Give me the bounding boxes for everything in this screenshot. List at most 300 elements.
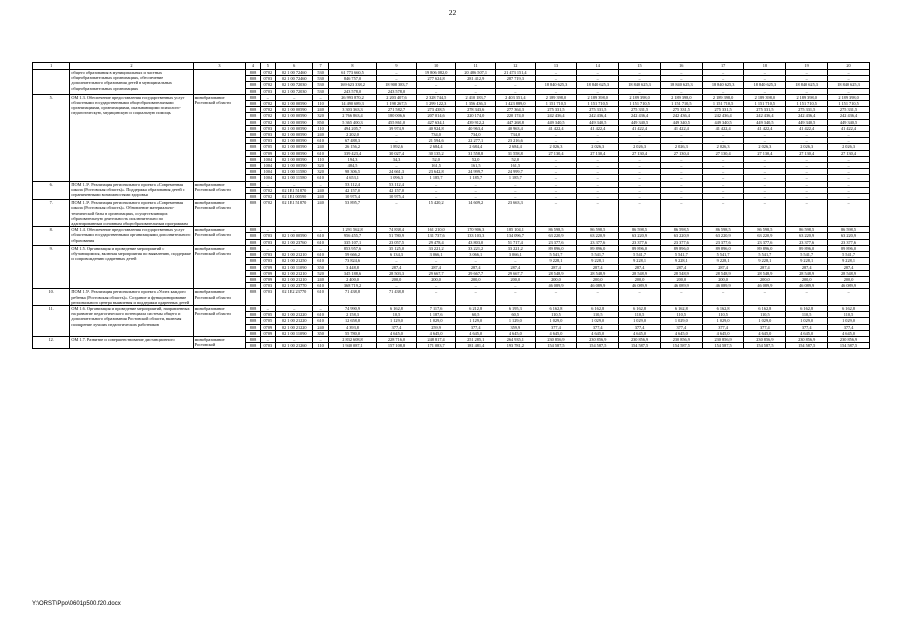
table-cell: 1004 xyxy=(260,169,275,175)
table-cell: 449 340,5 xyxy=(660,119,702,125)
table-cell: – xyxy=(660,76,702,82)
table-cell: – xyxy=(377,70,417,76)
table-cell: 2 189 398,0 xyxy=(702,94,744,100)
table-cell: 1 029,0 xyxy=(535,318,577,324)
table-cell: – xyxy=(535,181,577,187)
table-cell: 610 xyxy=(313,318,328,324)
table-cell: 449 340,5 xyxy=(744,119,786,125)
table-cell: 23 377,6 xyxy=(660,239,702,245)
table-cell: 1 096,3 xyxy=(377,175,417,181)
table-cell: 110,5 xyxy=(828,312,870,318)
table-cell: – xyxy=(744,200,786,227)
table-cell: 610 xyxy=(313,258,328,264)
table-cell: 02 1 00 00590 xyxy=(276,132,313,138)
table-cell: – xyxy=(702,169,744,175)
table-cell: – xyxy=(828,200,870,227)
table-cell: 0702 xyxy=(260,82,275,88)
table-cell: 46 089,9 xyxy=(660,283,702,289)
table-cell: – xyxy=(276,227,313,233)
column-number-header: 1 xyxy=(33,63,70,70)
table-cell: 200,0 xyxy=(702,276,744,282)
table-cell: – xyxy=(260,336,275,342)
table-cell: – xyxy=(660,289,702,306)
table-cell: – xyxy=(660,169,702,175)
table-cell: 0703 xyxy=(260,138,275,144)
table-cell: 6 162,8 xyxy=(660,305,702,311)
table-cell: – xyxy=(377,200,417,227)
table-cell: 6 162,8 xyxy=(744,305,786,311)
table-cell: 33 221,2 xyxy=(456,245,496,251)
table-cell: – xyxy=(786,187,828,193)
table-cell: 287,4 xyxy=(660,264,702,270)
table-cell: 808 xyxy=(246,252,260,258)
table-cell: 2 026,3 xyxy=(744,144,786,150)
table-cell: 71 438,8 xyxy=(328,289,376,306)
table-cell: – xyxy=(660,138,702,144)
table-cell: 243 578,0 xyxy=(328,88,376,94)
table-cell: 4 645,0 xyxy=(660,330,702,336)
table-cell: – xyxy=(456,258,496,264)
table-cell: 808 xyxy=(246,107,260,113)
table-cell: 240 xyxy=(313,132,328,138)
table-cell: – xyxy=(276,305,313,311)
column-number-header: 14 xyxy=(577,63,619,70)
table-cell: 02 1 00 72030 xyxy=(276,82,313,88)
table-cell: 1 029,0 xyxy=(619,318,661,324)
table-cell: 6 162,8 xyxy=(535,305,577,311)
table-cell: 1 940 087,1 xyxy=(328,343,376,349)
table-cell: – xyxy=(456,289,496,306)
table-cell: – xyxy=(619,88,661,94)
table-cell: 28 548,9 xyxy=(786,270,828,276)
table-cell: 449 340,5 xyxy=(619,119,661,125)
table-cell: – xyxy=(535,169,577,175)
table-cell: 200,0 xyxy=(744,276,786,282)
table-cell: – xyxy=(786,138,828,144)
table-cell: 23 057,5 xyxy=(377,239,417,245)
table-cell: 23 642,8 xyxy=(416,169,456,175)
table-cell: 320 xyxy=(313,169,328,175)
table-cell: 242 436,4 xyxy=(702,113,744,119)
column-number-header: 12 xyxy=(495,63,535,70)
row-number-cell: 10. xyxy=(33,289,70,306)
table-cell: 02 1 00 00590 xyxy=(276,101,313,107)
table-cell: 3 303 363,3 xyxy=(328,107,376,113)
table-cell: 484,5 xyxy=(328,163,376,169)
table-cell: 200,0 xyxy=(416,276,456,282)
table-cell: 02 1 00 00590 xyxy=(276,125,313,131)
table-cell: 377,4 xyxy=(744,324,786,330)
table-cell: 63 220,9 xyxy=(702,233,744,239)
table-cell: 808 xyxy=(246,276,260,282)
table-cell: 4 645,0 xyxy=(495,330,535,336)
table-cell: 26 156,2 xyxy=(328,144,376,150)
table-cell: 242 436,4 xyxy=(535,113,577,119)
table-cell: 1 029,0 xyxy=(786,318,828,324)
table-cell: 02 1 00 21220 xyxy=(276,312,313,318)
table-cell: 2 189 398,0 xyxy=(660,94,702,100)
table-cell: 86 598,5 xyxy=(660,227,702,233)
table-cell: 23 377,6 xyxy=(828,239,870,245)
table-cell: 9 228,1 xyxy=(744,258,786,264)
column-number-header: 19 xyxy=(786,63,828,70)
table-cell: 3 066,1 xyxy=(456,252,496,258)
table-cell: – xyxy=(702,194,744,200)
table-cell: 4 645,0 xyxy=(577,330,619,336)
table-cell: 23 377,6 xyxy=(744,239,786,245)
table-cell: 18 840 625,3 xyxy=(828,82,870,88)
table-cell: – xyxy=(828,163,870,169)
table-cell: 0703 xyxy=(260,233,275,239)
table-cell: 610 xyxy=(313,312,328,318)
column-number-header: 9 xyxy=(377,63,417,70)
table-cell: 110 xyxy=(313,101,328,107)
table-cell: 6 162,8 xyxy=(702,305,744,311)
table-cell: – xyxy=(786,200,828,227)
table-cell: 02 1Е2 23770 xyxy=(276,289,313,306)
table-cell: 02 1 00 00590 xyxy=(276,233,313,239)
table-cell: 02 1 00 72460 xyxy=(276,70,313,76)
table-cell: – xyxy=(828,175,870,181)
table-cell: 228 716,0 xyxy=(377,336,417,342)
table-cell: 2 189 398,0 xyxy=(535,94,577,100)
table-cell: 808 xyxy=(246,76,260,82)
table-cell: 170 906,3 xyxy=(456,227,496,233)
table-cell: – xyxy=(828,70,870,76)
table-cell: 6 134,3 xyxy=(377,252,417,258)
table-cell: – xyxy=(619,200,661,227)
table-cell: 9 228,1 xyxy=(577,258,619,264)
table-cell: – xyxy=(535,156,577,162)
table-cell: 808 xyxy=(246,113,260,119)
table-cell: 42 157,0 xyxy=(328,187,376,193)
table-cell: 278 343,6 xyxy=(456,107,496,113)
table-cell: – xyxy=(535,163,577,169)
table-cell: 2 026,3 xyxy=(828,144,870,150)
responsible-executor-cell: минобразование Ростовской области xyxy=(193,245,246,288)
table-cell: 1 029,0 xyxy=(828,318,870,324)
table-cell: 02 1 00 00590 xyxy=(276,144,313,150)
table-cell: – xyxy=(313,336,328,342)
table-cell: 287,4 xyxy=(416,264,456,270)
table-cell: 23 377,6 xyxy=(619,239,661,245)
table-cell: 51 780,9 xyxy=(377,233,417,239)
table-cell: – xyxy=(619,194,661,200)
table-cell: – xyxy=(577,194,619,200)
table-cell: 185 104,1 xyxy=(495,227,535,233)
table-cell: 52,0 xyxy=(416,156,456,162)
table-cell: – xyxy=(744,181,786,187)
table-cell: 6 162,8 xyxy=(786,305,828,311)
table-cell: 63 220,9 xyxy=(828,233,870,239)
column-number-header: 15 xyxy=(619,63,661,70)
table-cell: 1 151 710,5 xyxy=(828,101,870,107)
row-number-cell: 7. xyxy=(33,200,70,227)
table-cell: 200,0 xyxy=(577,276,619,282)
table-cell: – xyxy=(786,194,828,200)
table-cell: – xyxy=(456,181,496,187)
table-cell: 377,4 xyxy=(828,324,870,330)
table-cell: 200,0 xyxy=(660,276,702,282)
table-cell: – xyxy=(260,227,275,233)
table-cell: 29 667,7 xyxy=(456,270,496,276)
table-cell: 200,0 xyxy=(377,276,417,282)
table-cell: 220 174,0 xyxy=(495,113,535,119)
table-cell: 46 089,9 xyxy=(786,283,828,289)
table-cell: – xyxy=(702,187,744,193)
table-cell: – xyxy=(535,289,577,306)
table-cell: 1 423 889,0 xyxy=(495,101,535,107)
table-cell: 5 541,7 xyxy=(535,252,577,258)
table-cell: – xyxy=(786,88,828,94)
table-cell: – xyxy=(276,245,313,251)
table-cell: 29 667,7 xyxy=(495,270,535,276)
table-cell: 89 896,0 xyxy=(577,245,619,251)
table-cell: 1 892,6 xyxy=(377,144,417,150)
table-cell: 29 667,7 xyxy=(416,270,456,276)
table-cell: 2 832 608,8 xyxy=(328,336,376,342)
table-cell: – xyxy=(495,194,535,200)
table-cell: 154 587,5 xyxy=(619,343,661,349)
table-cell: – xyxy=(577,181,619,187)
table-cell: – xyxy=(828,181,870,187)
table-cell: – xyxy=(495,181,535,187)
table-cell: 287,4 xyxy=(535,264,577,270)
table-cell: – xyxy=(577,289,619,306)
table-cell: – xyxy=(535,76,577,82)
table-cell: 1 029,0 xyxy=(416,318,456,324)
table-cell: 55 780,0 xyxy=(328,330,376,336)
table-cell: 2 766 863,4 xyxy=(328,113,376,119)
responsible-executor-cell: минобразование Ростовской xyxy=(193,336,246,348)
table-cell: 200,0 xyxy=(535,276,577,282)
table-cell: – xyxy=(619,156,661,162)
table-cell: – xyxy=(535,88,577,94)
table-cell: 98 306,5 xyxy=(328,169,376,175)
table-cell: 89 896,0 xyxy=(744,245,786,251)
table-cell: – xyxy=(377,163,417,169)
table-cell: 242 436,4 xyxy=(828,113,870,119)
table-cell: 734,0 xyxy=(495,132,535,138)
table-row xyxy=(33,200,870,227)
table-cell: 4 645,0 xyxy=(619,330,661,336)
table-cell: 9 228,1 xyxy=(702,258,744,264)
table-cell: 31 558,8 xyxy=(456,150,496,156)
table-cell: 2 684,4 xyxy=(495,144,535,150)
table-cell: – xyxy=(828,88,870,94)
table-cell: 34,3 xyxy=(377,156,417,162)
table-cell: 89 896,0 xyxy=(660,245,702,251)
program-name-cell: ПОМ 1.3². Реализация регионального проекта «Современная школа (Ростовская область)». Обновление материально-технической базы в организациях, осуществляющих образовательную деятельность исключительно по адаптированным основным общеобразовательным программам xyxy=(70,200,193,227)
table-cell: 494 205,7 xyxy=(328,125,376,131)
table-cell: 28 503,3 xyxy=(377,270,417,276)
table-cell: 02 1 00 72030 xyxy=(276,88,313,94)
table-cell: 4 645,0 xyxy=(456,330,496,336)
table-cell: 377,4 xyxy=(702,324,744,330)
table-cell: 19 806 082,0 xyxy=(416,70,456,76)
table-cell: 273 438,5 xyxy=(416,107,456,113)
table-cell: 2 026,3 xyxy=(786,144,828,150)
table-cell: 0709 xyxy=(260,276,275,282)
table-cell: 7 117,6 xyxy=(416,305,456,311)
table-cell: 02 1 00 21210 xyxy=(276,276,313,282)
table-cell: – xyxy=(276,181,313,187)
table-cell: – xyxy=(313,305,328,311)
table-cell: 808 xyxy=(246,264,260,270)
table-cell: 110,5 xyxy=(786,312,828,318)
table-cell: 447 268,8 xyxy=(495,119,535,125)
table-cell: 275 331,5 xyxy=(702,107,744,113)
column-number-header: 2 xyxy=(70,63,193,70)
table-cell: 02 1 00 21220 xyxy=(276,318,313,324)
table-cell: 41 422,4 xyxy=(577,125,619,131)
table-cell: 5 541,7 xyxy=(828,252,870,258)
table-cell: 27 130,4 xyxy=(619,150,661,156)
table-cell: 0703 xyxy=(260,125,275,131)
table-cell: 1 151 710,5 xyxy=(744,101,786,107)
table-cell: 02 1Е1 00590 xyxy=(276,194,313,200)
table-cell: – xyxy=(535,194,577,200)
table-cell: 281 412,9 xyxy=(456,76,496,82)
table-cell: 23 377,6 xyxy=(535,239,577,245)
table-cell: 89 896,0 xyxy=(702,245,744,251)
table-cell: – xyxy=(495,187,535,193)
table-cell: 40 924,8 xyxy=(416,125,456,131)
table-cell: 23 377,6 xyxy=(577,239,619,245)
table-cell: – xyxy=(828,76,870,82)
table-cell: 0705 xyxy=(260,144,275,150)
table-cell: 4 645,0 xyxy=(786,330,828,336)
table-cell: 40 963,4 xyxy=(456,125,496,131)
table-cell: – xyxy=(577,76,619,82)
table-cell: 194,3 xyxy=(328,156,376,162)
table-cell: 230 856,9 xyxy=(619,336,661,342)
table-cell: 808 xyxy=(246,343,260,349)
table-cell: – xyxy=(786,156,828,162)
table-cell: 240 xyxy=(313,107,328,113)
table-cell: – xyxy=(702,181,744,187)
table-cell: – xyxy=(786,169,828,175)
table-cell: 63 220,9 xyxy=(535,233,577,239)
table-cell: – xyxy=(377,138,417,144)
table-cell: 169 623 338,2 xyxy=(328,82,376,88)
column-number-header: 17 xyxy=(702,63,744,70)
program-name-cell: ПОМ 1.3¹. Реализация регионального проекта «Современная школа (Ростовская область)». Поддержка образования детей с ограниченными возможностями здоровья xyxy=(70,181,193,200)
table-cell: 110,5 xyxy=(577,312,619,318)
table-cell: 18 840 625,3 xyxy=(786,82,828,88)
table-cell: 6 162,8 xyxy=(377,305,417,311)
table-cell: 9 228,1 xyxy=(660,258,702,264)
table-cell: 1 151 710,5 xyxy=(702,101,744,107)
table-cell: – xyxy=(377,258,417,264)
table-cell: 41 422,4 xyxy=(786,125,828,131)
table-cell: – xyxy=(702,156,744,162)
table-cell: 41 422,4 xyxy=(619,125,661,131)
table-cell: 287,4 xyxy=(702,264,744,270)
table-cell: 610 xyxy=(313,233,328,239)
table-cell: 110,5 xyxy=(744,312,786,318)
table-cell: 02 1 00 00590 xyxy=(276,156,313,162)
table-cell: 287 719,3 xyxy=(495,76,535,82)
table-cell: 2 684,4 xyxy=(416,144,456,150)
table-cell: 131 737,6 xyxy=(416,233,456,239)
table-cell: 610 xyxy=(313,175,328,181)
table-cell: – xyxy=(828,132,870,138)
table-cell: 220 174,0 xyxy=(456,113,496,119)
table-cell: – xyxy=(744,76,786,82)
table-cell: 9 228,1 xyxy=(786,258,828,264)
table-cell: 0709 xyxy=(260,264,275,270)
table-cell: 2 684,4 xyxy=(456,144,496,150)
table-cell: 0703 xyxy=(260,88,275,94)
table-cell: 171 083,7 xyxy=(416,343,456,349)
table-cell: – xyxy=(260,181,275,187)
table-cell: 28 548,9 xyxy=(577,270,619,276)
table-cell: 2 026,3 xyxy=(577,144,619,150)
table-cell: – xyxy=(660,187,702,193)
table-cell: 610 xyxy=(313,239,328,245)
table-cell: 808 xyxy=(246,175,260,181)
table-cell: – xyxy=(577,156,619,162)
table-cell: 808 xyxy=(246,233,260,239)
table-cell: 0703 xyxy=(260,132,275,138)
table-cell: 610 xyxy=(313,252,328,258)
table-cell: 350 xyxy=(313,264,328,270)
table-cell: – xyxy=(577,70,619,76)
table-cell: 02 1 00 72460 xyxy=(276,76,313,82)
table-cell: 14 609,2 xyxy=(456,200,496,227)
table-cell: 275 331,5 xyxy=(744,107,786,113)
table-cell: 2 026,3 xyxy=(535,144,577,150)
table-cell: – xyxy=(702,175,744,181)
table-cell: 230 856,9 xyxy=(786,336,828,342)
table-cell: – xyxy=(313,245,328,251)
column-number-header: 13 xyxy=(535,63,577,70)
table-cell: 157 108,8 xyxy=(377,343,417,349)
table-cell: – xyxy=(660,132,702,138)
table-cell: 46 089,9 xyxy=(619,283,661,289)
table-cell: 251 285,1 xyxy=(456,336,496,342)
table-cell: 240 xyxy=(313,200,328,227)
table-cell: 27 130,4 xyxy=(828,150,870,156)
table-cell: – xyxy=(619,175,661,181)
table-cell: 368 719,2 xyxy=(328,283,376,289)
table-cell: 02 1 00 00590 xyxy=(276,163,313,169)
table-cell: 02 1Е1 51870 xyxy=(276,187,313,193)
table-cell: 2 403 351,4 xyxy=(495,94,535,100)
table-cell: 1 129,0 xyxy=(377,318,417,324)
table-cell: 18 840 625,3 xyxy=(535,82,577,88)
table-cell: – xyxy=(416,283,456,289)
table-cell: 59 666,2 xyxy=(328,252,376,258)
table-cell: 2 203 407,6 xyxy=(377,94,417,100)
table-cell: 0702 xyxy=(260,194,275,200)
table-cell: – xyxy=(577,132,619,138)
table-cell: 2 189 398,0 xyxy=(577,94,619,100)
table-cell: 02 1 00 11580 xyxy=(276,175,313,181)
table-cell: 02 1 00 00590 xyxy=(276,107,313,113)
table-cell: 02 1 00 21210 xyxy=(276,270,313,276)
responsible-executor-cell: минобразование Ростовской области xyxy=(193,227,246,246)
table-cell: 33 221,2 xyxy=(495,245,535,251)
table-cell: 27 130,4 xyxy=(577,150,619,156)
table-cell: 110,5 xyxy=(660,312,702,318)
table-cell: 02 1 00 00590 xyxy=(276,113,313,119)
table-cell: 154 587,5 xyxy=(660,343,702,349)
table-cell: 23 216,6 xyxy=(495,138,535,144)
table-cell: 240 xyxy=(313,324,328,330)
table-cell: 5 541,7 xyxy=(660,252,702,258)
